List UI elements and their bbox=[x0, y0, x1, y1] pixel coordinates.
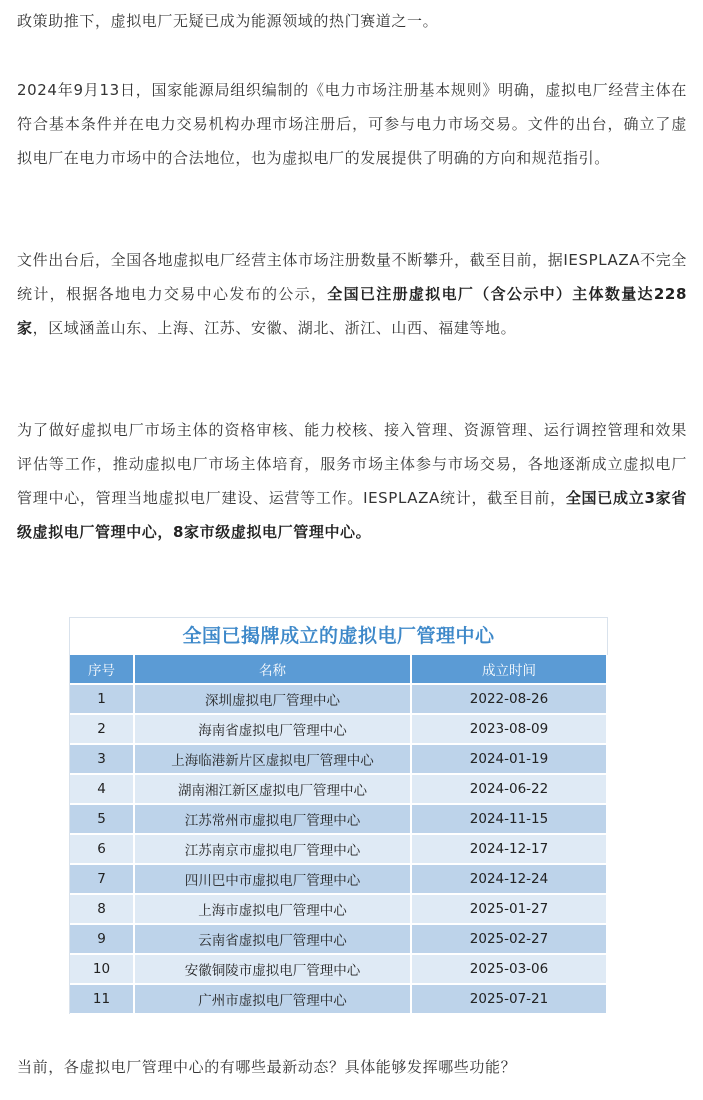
management-text-a: 为了做好虚拟电厂市场主体的资格审核、能力校核、接入管理、资源管理、运行调控管理和效果评估等工作，推动虚拟电厂市场主体培育，服务市场主体参与市场交易，各地逐渐成立虚拟电厂管理中心，管理当地虚拟电厂建设、运营等工作。IESPLAZA统计，截至目前， bbox=[17, 421, 687, 507]
paragraph-management-centers bbox=[17, 413, 687, 549]
cell-founded-date: 2024-06-22 bbox=[411, 774, 607, 804]
cell-index: 4 bbox=[70, 774, 134, 804]
cell-center-name: 江苏常州市虚拟电厂管理中心 bbox=[134, 804, 411, 834]
cell-index: 8 bbox=[70, 894, 134, 924]
table-row bbox=[70, 834, 607, 864]
cell-index: 9 bbox=[70, 924, 134, 954]
cell-index: 3 bbox=[70, 744, 134, 774]
table-row bbox=[70, 774, 607, 804]
paragraph-rules: 2024年9月13日，国家能源局组织编制的《电力市场注册基本规则》明确，虚拟电厂经营主体在符合基本条件并在电力交易机构办理市场注册后，可参与电力市场交易。文件的出台，确立了虚拟电厂在电力市场中的合法地位，也为虚拟电厂的发展提供了明确的方向和规范指引。 bbox=[17, 81, 687, 167]
table-header-row bbox=[70, 655, 607, 684]
cell-center-name: 江苏南京市虚拟电厂管理中心 bbox=[134, 834, 411, 864]
table-row bbox=[70, 954, 607, 984]
cell-index: 6 bbox=[70, 834, 134, 864]
paragraph-registration bbox=[17, 243, 687, 345]
cell-founded-date: 2025-02-27 bbox=[411, 924, 607, 954]
table-row bbox=[70, 744, 607, 774]
table-body bbox=[70, 684, 607, 1014]
registration-text-a: 文件出台后，全国各地虚拟电厂经营主体市场注册数量不断攀升，截至目前，据IESPLAZA不完全统计，根据各地电力交易中心发布的公示， bbox=[17, 251, 687, 303]
registration-highlight: 全国已注册虚拟电厂（含公示中）主体数量达228家 bbox=[17, 285, 687, 337]
cell-founded-date: 2025-03-06 bbox=[411, 954, 607, 984]
cell-center-name: 深圳虚拟电厂管理中心 bbox=[134, 684, 411, 714]
cell-center-name: 四川巴中市虚拟电厂管理中心 bbox=[134, 864, 411, 894]
cell-founded-date: 2024-01-19 bbox=[411, 744, 607, 774]
cell-center-name: 湖南湘江新区虚拟电厂管理中心 bbox=[134, 774, 411, 804]
table-row bbox=[70, 924, 607, 954]
cell-founded-date: 2025-01-27 bbox=[411, 894, 607, 924]
paragraph-question: 当前，各虚拟电厂管理中心的有哪些最新动态？具体能够发挥哪些功能？ bbox=[17, 1058, 517, 1076]
cell-center-name: 安徽铜陵市虚拟电厂管理中心 bbox=[134, 954, 411, 984]
header-date: 成立时间 bbox=[411, 655, 607, 684]
cell-center-name: 上海市虚拟电厂管理中心 bbox=[134, 894, 411, 924]
table-row bbox=[70, 684, 607, 714]
cell-center-name: 云南省虚拟电厂管理中心 bbox=[134, 924, 411, 954]
cell-center-name: 广州市虚拟电厂管理中心 bbox=[134, 984, 411, 1014]
cell-index: 1 bbox=[70, 684, 134, 714]
cell-index: 7 bbox=[70, 864, 134, 894]
cell-founded-date: 2022-08-26 bbox=[411, 684, 607, 714]
cell-founded-date: 2024-11-15 bbox=[411, 804, 607, 834]
cell-founded-date: 2025-07-21 bbox=[411, 984, 607, 1014]
table-title: 全国已揭牌成立的虚拟电厂管理中心 bbox=[182, 625, 495, 647]
registration-text-b: ，区域涵盖山东、上海、江苏、安徽、湖北、浙江、山西、福建等地。 bbox=[32, 319, 517, 337]
table-row bbox=[70, 864, 607, 894]
cell-index: 10 bbox=[70, 954, 134, 984]
centers-table bbox=[70, 655, 608, 1015]
cell-index: 2 bbox=[70, 714, 134, 744]
cell-index: 11 bbox=[70, 984, 134, 1014]
table-row bbox=[70, 894, 607, 924]
cell-index: 5 bbox=[70, 804, 134, 834]
cell-founded-date: 2024-12-17 bbox=[411, 834, 607, 864]
cell-center-name: 海南省虚拟电厂管理中心 bbox=[134, 714, 411, 744]
paragraph-intro: 政策助推下，虚拟电厂无疑已成为能源领域的热门赛道之一。 bbox=[17, 12, 439, 30]
table-row bbox=[70, 984, 607, 1014]
cell-founded-date: 2023-08-09 bbox=[411, 714, 607, 744]
cell-center-name: 上海临港新片区虚拟电厂管理中心 bbox=[134, 744, 411, 774]
table-row bbox=[70, 804, 607, 834]
management-highlight: 全国已成立3家省级虚拟电厂管理中心，8家市级虚拟电厂管理中心。 bbox=[17, 489, 687, 541]
header-index: 序号 bbox=[70, 655, 134, 684]
centers-table-card bbox=[69, 617, 608, 1014]
table-row bbox=[70, 714, 607, 744]
cell-founded-date: 2024-12-24 bbox=[411, 864, 607, 894]
header-name: 名称 bbox=[134, 655, 411, 684]
